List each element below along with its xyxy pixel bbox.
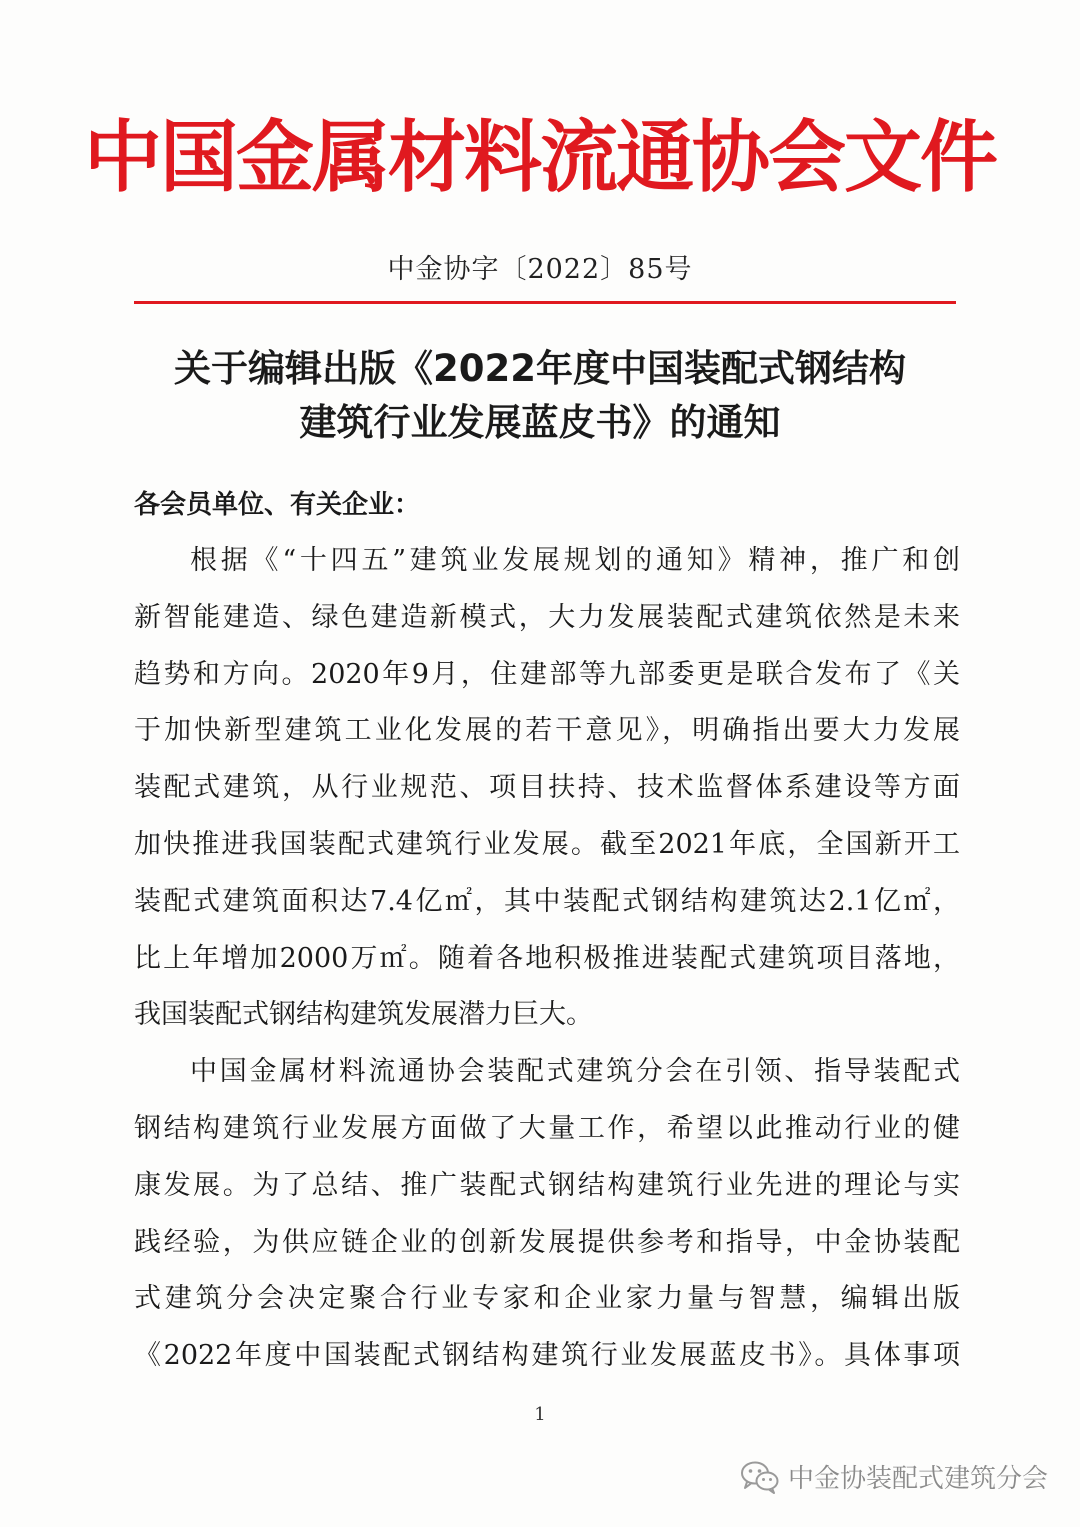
body-line: 《2022年度中国装配式钢结构建筑行业发展蓝皮书》。具体事项 bbox=[134, 1340, 960, 1372]
body-line: 新智能建造、绿色建造新模式，大力发展装配式建筑依然是未来 bbox=[134, 601, 960, 633]
body-line: 践经验，为供应链企业的创新发展提供参考和指导，中金协装配 bbox=[134, 1226, 960, 1258]
document-number: 中金协字〔2022〕85号 bbox=[387, 254, 693, 285]
watermark-text: 中金协装配式建筑分会 bbox=[787, 1464, 1048, 1494]
red-divider-line bbox=[134, 301, 956, 304]
notice-title-line-2: 建筑行业发展蓝皮书》的通知 bbox=[299, 401, 781, 444]
wechat-watermark bbox=[740, 1458, 1048, 1495]
body-line: 钢结构建筑行业发展方面做了大量工作，希望以此推动行业的健 bbox=[134, 1112, 960, 1144]
document-header-title: 中国金属材料流通协会文件 bbox=[83, 113, 996, 203]
body-line: 趋势和方向。2020年9月，住建部等九部委更是联合发布了《关 bbox=[134, 658, 960, 690]
notice-title bbox=[0, 342, 1080, 450]
body-line: 我国装配式钢结构建筑发展潜力巨大。 bbox=[134, 999, 593, 1031]
body-line: 中国金属材料流通协会装配式建筑分会在引领、指导装配式 bbox=[190, 1056, 960, 1088]
body-line: 比上年增加2000万㎡。随着各地积极推进装配式建筑项目落地， bbox=[134, 942, 960, 974]
body-line: 装配式建筑面积达7.4亿㎡，其中装配式钢结构建筑达2.1亿㎡， bbox=[134, 885, 960, 917]
wechat-icon bbox=[740, 1460, 780, 1494]
body-line: 康发展。为了总结、推广装配式钢结构建筑行业先进的理论与实 bbox=[134, 1169, 960, 1201]
body-line: 根据《“十四五”建筑业发展规划的通知》精神，推广和创 bbox=[190, 545, 960, 576]
body-line: 装配式建筑，从行业规范、项目扶持、技术监督体系建设等方面 bbox=[134, 772, 960, 804]
notice-title-line-1: 关于编辑出版《2022年度中国装配式钢结构 bbox=[174, 347, 906, 390]
body-line: 式建筑分会决定聚合行业专家和企业家力量与智慧，编辑出版 bbox=[134, 1283, 960, 1315]
salutation: 各会员单位、有关企业： bbox=[134, 490, 421, 520]
body-line: 加快推进我国装配式建筑行业发展。截至2021年底，全国新开工 bbox=[134, 828, 960, 860]
body-line: 于加快新型建筑工业化发展的若干意见》，明确指出要大力发展 bbox=[134, 715, 960, 747]
body-text bbox=[134, 540, 960, 1392]
page-number: 1 bbox=[534, 1404, 546, 1425]
